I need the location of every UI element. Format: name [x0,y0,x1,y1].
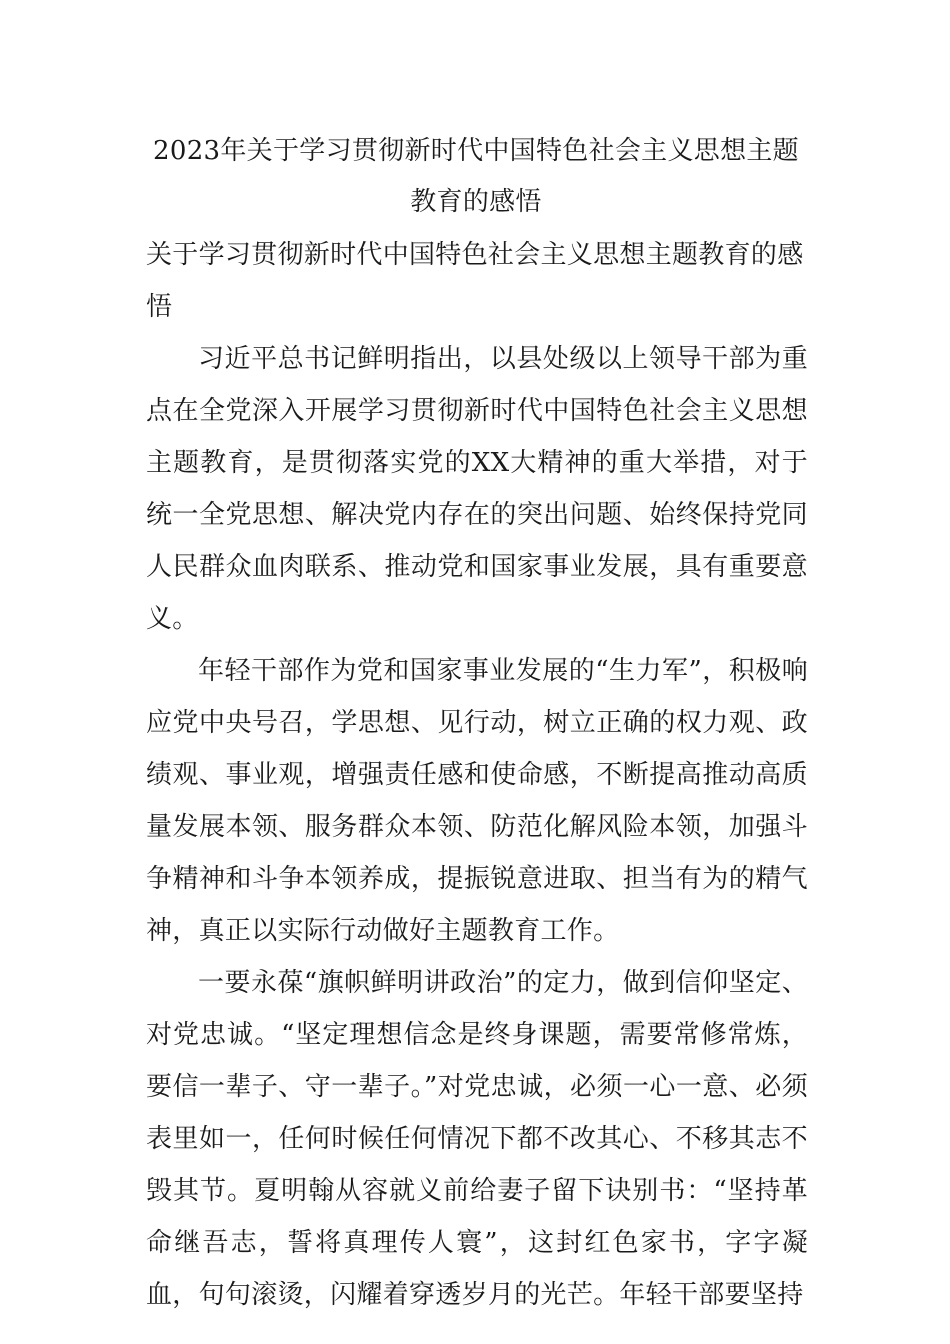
paragraph-2: 年轻干部作为党和国家事业发展的“生力军”，积极响应党中央号召，学思想、见行动，树立正确的权力观、政绩观、事业观，增强责任感和使命感，不断提高推动高质量发展本领、服务群众本领、防范化解风险本领，加强斗争精神和斗争本领养成，提振锐意进取、担当有为的精气神，真正以实际行动做好主题教育工作。 [146,656,808,946]
document-body [146,333,808,1321]
paragraph-3: 一要永葆“旗帜鲜明讲政治”的定力，做到信仰坚定、对党忠诚。“坚定理想信念是终身课题，需要常修常炼，要信一辈子、守一辈子。”对党忠诚，必须一心一意、必须表里如一，任何时候任何情况下都不改其心、不移其志不毁其节。夏明翰从容就义前给妻子留下诀别书：“坚持革命继吾志，誓将真理传人寰”，这封红色家书，字字凝血，句句滚烫，闪耀着穿透岁月的光芒。年轻干部要坚持 [146,968,808,1310]
document-subtitle: 关于学习贯彻新时代中国特色社会主义思想主题教育的感悟 [146,240,804,322]
paragraph-1: 习近平总书记鲜明指出，以县处级以上领导干部为重点在全党深入开展学习贯彻新时代中国特色社会主义思想主题教育，是贯彻落实党的XX大精神的重大举措，对于统一全党思想、解决党内存在的突出问题、始终保持党同人民群众血肉联系、推动党和国家事业发展，具有重要意义。 [146,344,808,634]
document-title: 2023年关于学习贯彻新时代中国特色社会主义思想主题教育的感悟 [153,136,799,217]
